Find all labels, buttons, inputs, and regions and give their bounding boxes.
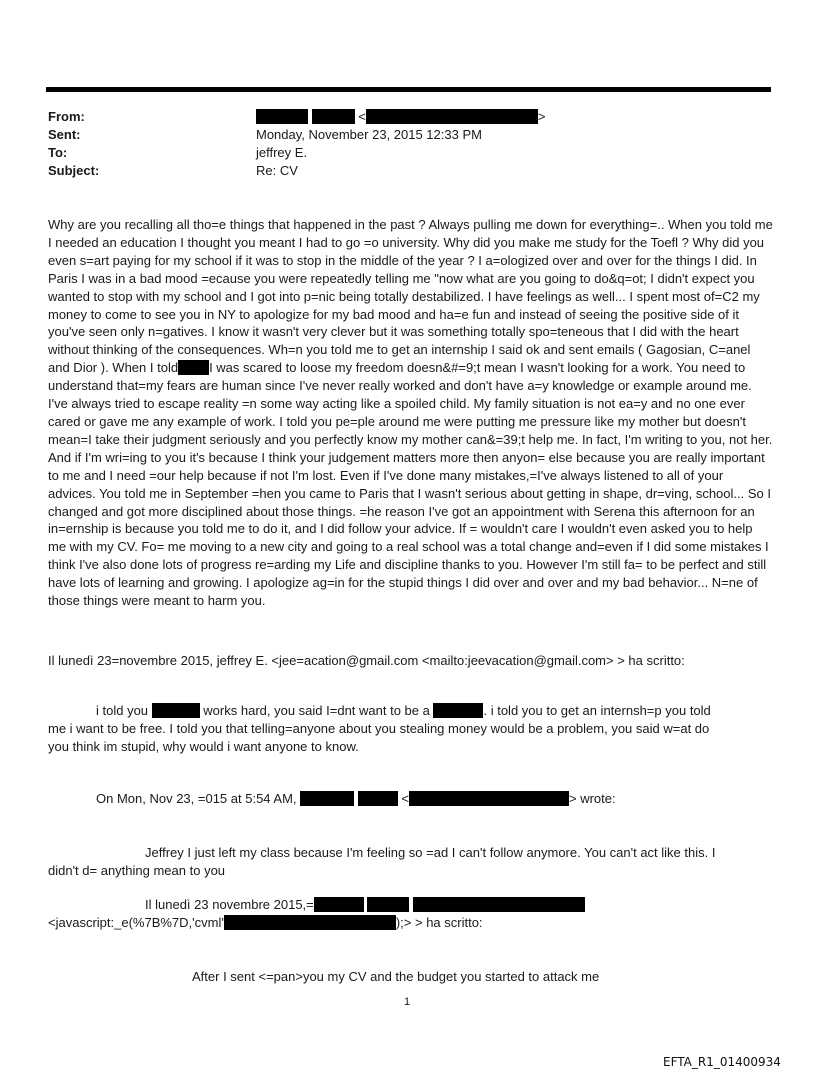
- redaction-block: [152, 703, 200, 718]
- subject-label: Subject:: [48, 163, 100, 178]
- redaction-block: [300, 791, 354, 806]
- redaction-block: [224, 915, 396, 930]
- quote-header-2: On Mon, Nov 23, =015 at 5:54 AM, < > wrote:: [96, 791, 616, 806]
- redaction-block: [312, 109, 355, 124]
- reply-line-1: i told you works hard, you said I=dnt want to be a . i told you to get an internsh=p you told: [96, 703, 711, 718]
- quote-header-3-line-2: <javascript:_e(%7B%7D,'cvml' );> > ha scritto:: [48, 915, 483, 930]
- subject-value: Re: CV: [256, 163, 298, 178]
- redaction-block: [314, 897, 364, 912]
- redaction-block: [178, 360, 209, 375]
- sent-label: Sent:: [48, 127, 81, 142]
- quote-header-3-line-1: Il lunedì 23 novembre 2015,=: [145, 896, 585, 914]
- redaction-block: [433, 703, 483, 718]
- from-value: [256, 108, 545, 126]
- reply-line-3: you think im stupid, why would i want anyone to know.: [48, 739, 359, 754]
- message-3: After I sent <=pan>you my CV and the budget you started to attack me: [192, 969, 600, 984]
- redaction-block: [366, 109, 538, 124]
- sent-value: Monday, November 23, 2015 12:33 PM: [256, 127, 482, 142]
- body-text-part1: Why are you recalling all tho=e things that happened in the past ? Always pulling me down for everything=.. When you told me I needed an education I thought you meant I had to go =o university. Why did you make me study for the Toefl ? Why did you even s=art paying for my school if it was to stop in the middle of the year ? I a=ologized over and over for the things I did. In Paris I was in a bad mood =ecause you were repeatedly telling me "now what are you going to do&q=ot; I didn't expect you wanted to stop with my school and I got into p=nic being totally destabilized. I have feelings as well... I spent most of=C2 my money to come to see you in NY to apologize for my bad mood and ha=e fun and instead of seeing the positive side of it you've seen only n=gatives. I know it wasn't very clever but it was something totally spo=teneous that I did with the heart without thinking of the consequences. Wh=n you told me to get an internship I said ok and sent emails ( Gagosian, C=anel and Dior ). When I told: [48, 217, 773, 376]
- redaction-block: [413, 897, 585, 912]
- from-gt: >: [537, 109, 546, 124]
- redaction-block: [409, 791, 569, 806]
- redaction-block: [256, 109, 308, 124]
- redaction-block: [358, 791, 398, 806]
- to-value: jeffrey E.: [256, 145, 308, 160]
- to-label: To:: [48, 145, 68, 160]
- message-2-line-1: Jeffrey I just left my class because I'm feeling so =ad I can't follow anymore. You can't act like this. I: [145, 845, 716, 860]
- email-body: [48, 216, 773, 610]
- page-number: 1: [404, 996, 411, 1008]
- from-lt: <: [358, 109, 366, 124]
- message-2-line-2: didn't d= anything mean to you: [48, 863, 226, 878]
- body-text-part2: I was scared to loose my freedom doesn&#=9;t mean I wasn't looking for a work. You need to understand that=my fears are human since I've never really worked and don't have a=y knowledge or example around me. I've always tried to escape reality =n some way acting like a spoiled child. My family situation is not ea=y and no one ever cared or gave me any example of work. I told you pe=ple around me were putting me pressure like my mother but doesn't mean=I take their judgment seriously and you perfectly know my mother can&=39;t help me. In fact, I'm writing to you, not her. And if I'm wri=ing to you it's because I think your judgement matters more then anyon= else because you are really important to me and I need =our help because if not I'm lost. Even if I've done many mistakes,=I've always listened to all of your advices. You told me in September =hen you came to Paris that I wasn't serious about getting in shape, dr=ving, school... So I changed and got more disciplined about those things. =he reason I've got an appointment with Serena this afternoon for an in=ernship is because you told me to do it, and I did follow your advice. If = wouldn't care I wouldn't even asked you to help me with my CV. Fo= me moving to a new city and going to a real school was a total change and=even if I did some mistakes I think I've also done lots of progress re=arding my Life and discipline thanks to you. However I'm still fa= to be perfect and still have lots of learning and growing. I apologize ag=in for the stupid things I did over and over and my bad behavior... N=ne of those things were meant to harm you.: [48, 360, 773, 609]
- reply-line-2: me i want to be free. I told you that telling=anyone about you stealing money would be a problem, you said w=at do: [48, 721, 710, 736]
- redaction-block: [367, 897, 409, 912]
- quote-header-1: Il lunedì 23=novembre 2015, jeffrey E. <jee=acation@gmail.com <mailto:jeevacation@gmail.com> > ha scritto:: [48, 653, 685, 668]
- from-label: From:: [48, 109, 85, 124]
- document-id: EFTA_R1_01400934: [663, 1055, 781, 1069]
- header-rule: [46, 87, 771, 92]
